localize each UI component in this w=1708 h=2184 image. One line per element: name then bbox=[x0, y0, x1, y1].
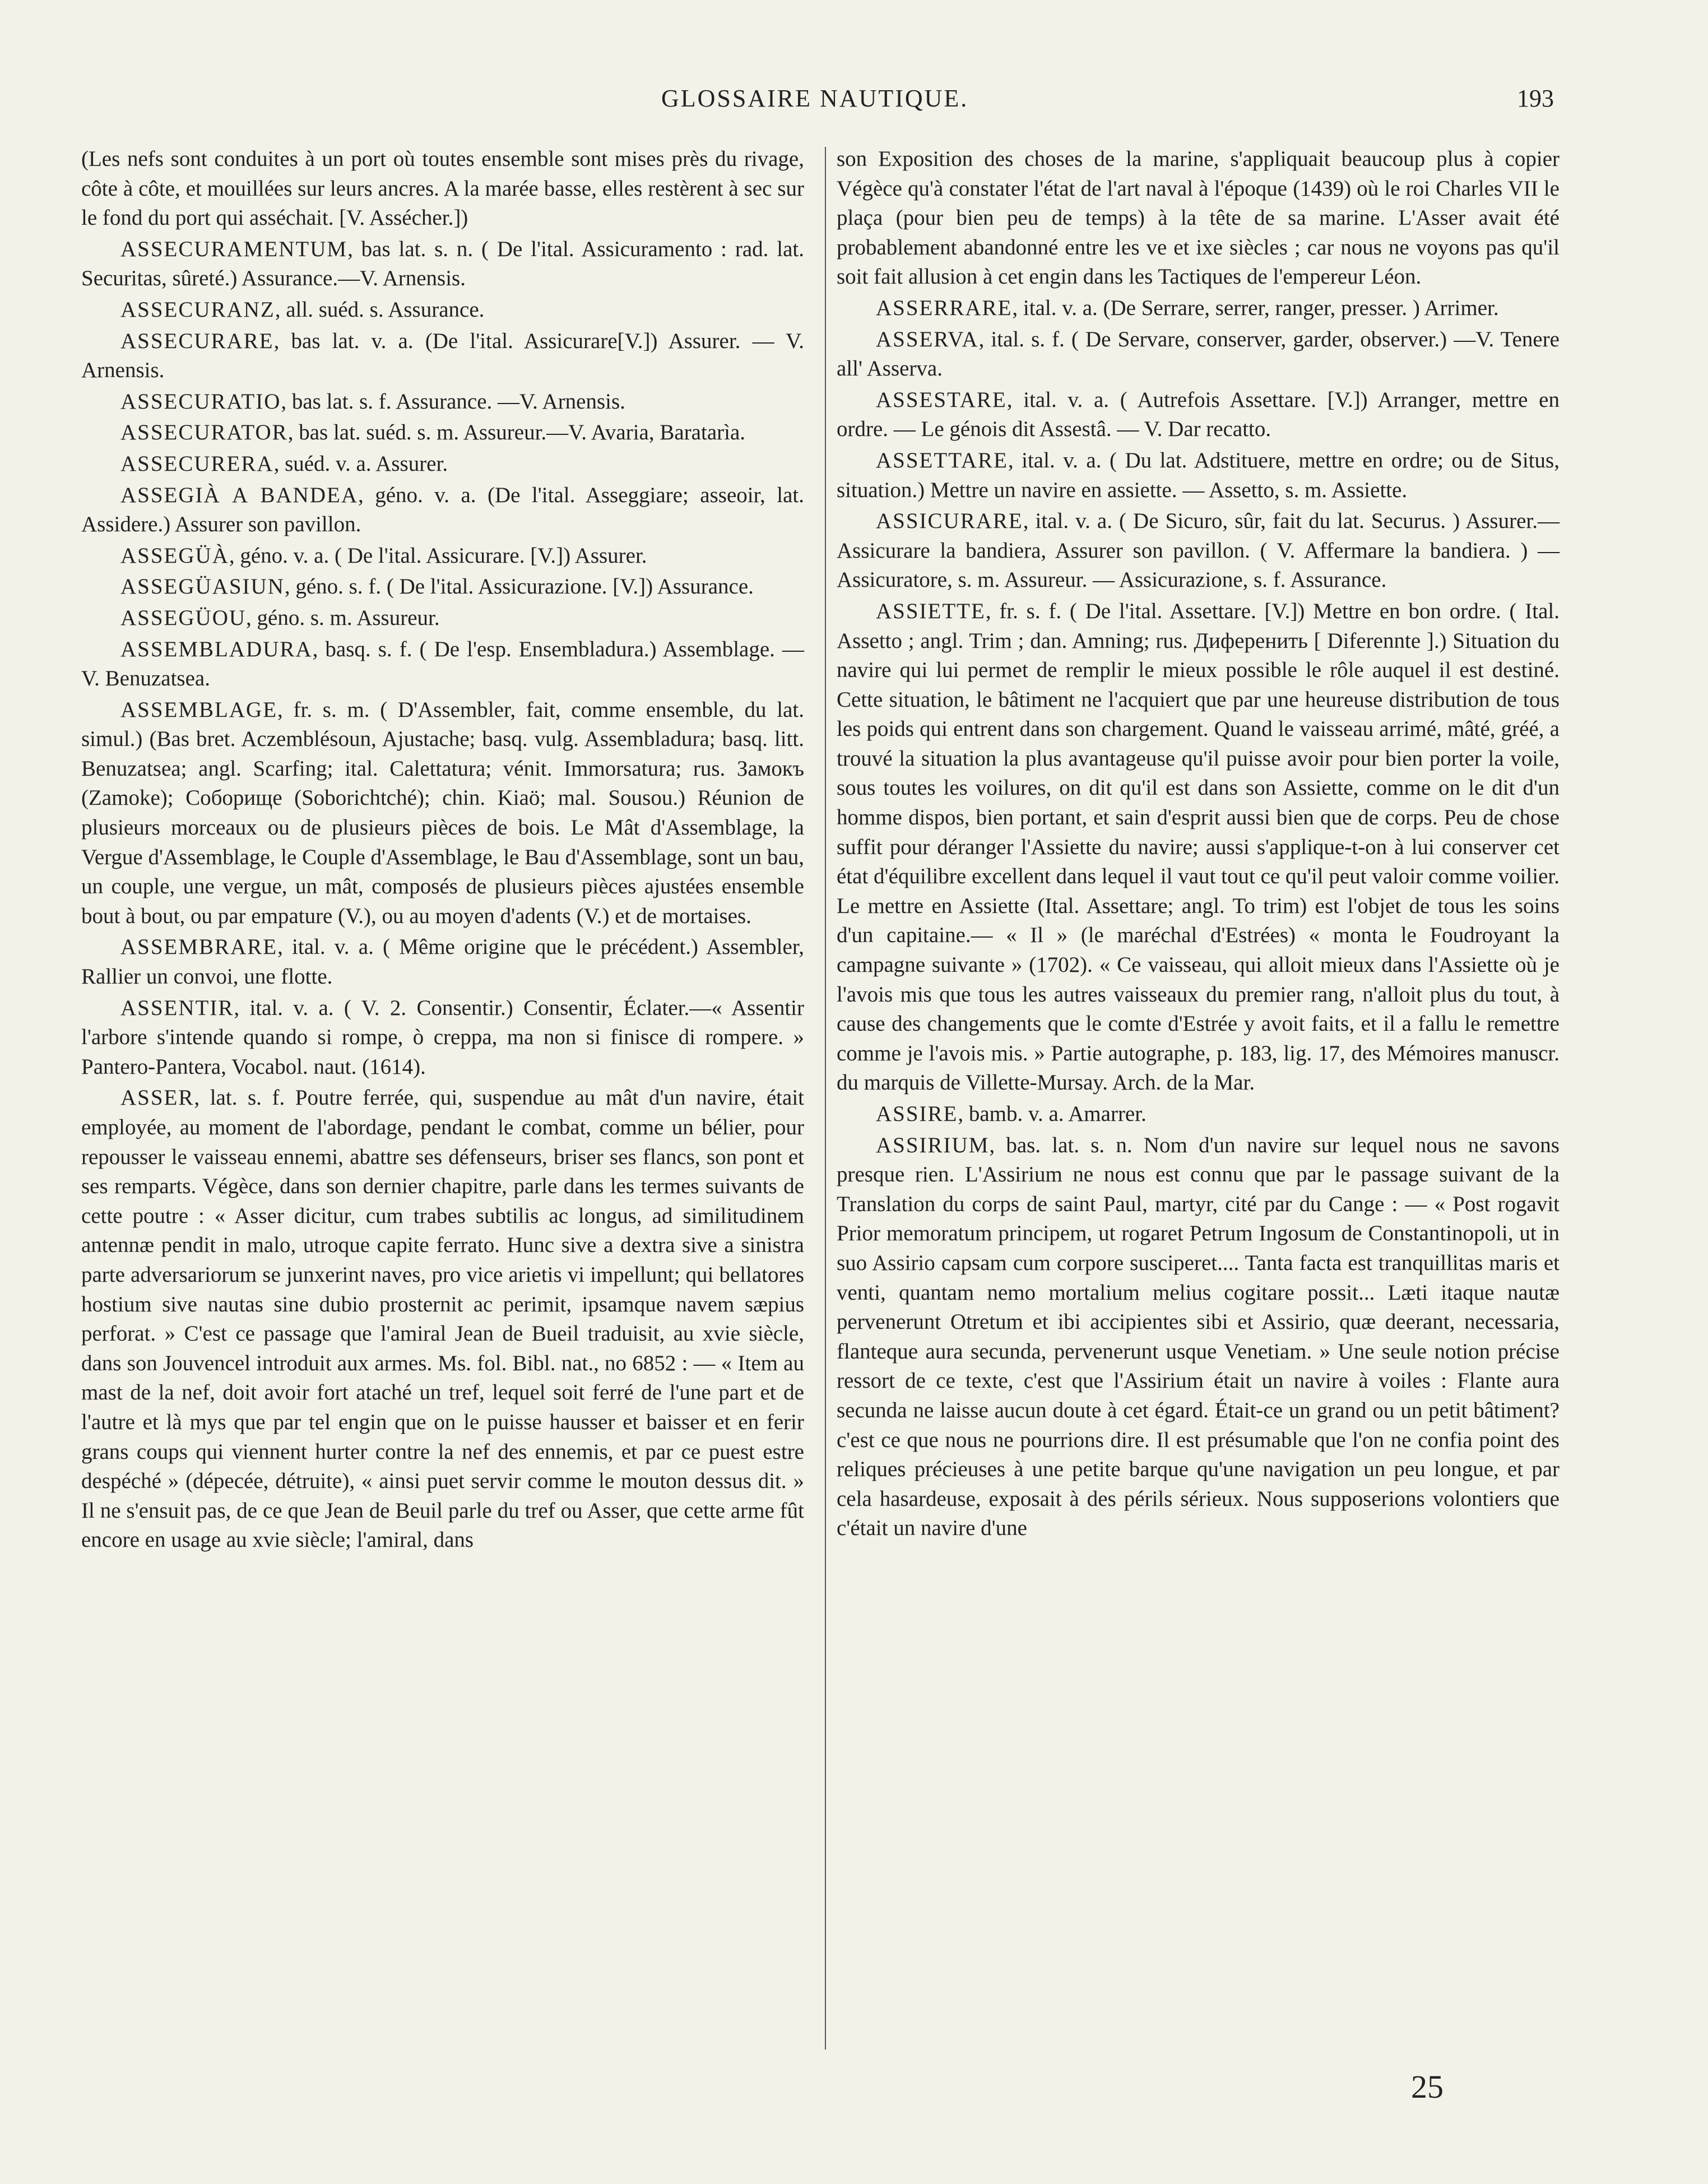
column-divider bbox=[825, 147, 826, 2049]
entry-asserva bbox=[837, 325, 1560, 384]
definition: , géno. s. m. Assureur. bbox=[246, 605, 440, 630]
entry-assecurator bbox=[81, 418, 804, 448]
entry-assirium bbox=[837, 1131, 1560, 1543]
headword: ASSESTARE bbox=[876, 387, 1007, 412]
definition: , bamb. v. a. Amarrer. bbox=[958, 1102, 1147, 1126]
headword: ASSEGÜASIUN bbox=[120, 574, 285, 599]
running-title: GLOSSAIRE NAUTIQUE. bbox=[661, 85, 969, 112]
definition: , fr. s. m. ( D'Assembler, fait, comme ensemble, du lat. simul.) (Bas bret. Aczemblésoun, Ajustache; basq. vulg. Assembladura; basq. litt. Benuzatsea; angl. Scarfing; ital. Calettatura; vénit. Immorsatura; rus. Замокъ (Zamoke); Соборище (Soborichtché); chin. Kiaö; mal. Sousou.) Réunion de plusieurs morceaux ou de plusieurs pièces de bois. Le Mât d'Assemblage, la Vergue d'Assemblage, le Couple d'Assemblage, le Bau d'Assemblage, sont un bau, un couple, une vergue, un mât, composés de plusieurs pièces ajustées ensemble bout à bout, ou par empature (V.), ou au moyen d'adents (V.) et de mortaises. bbox=[81, 697, 804, 928]
entry-assecurera bbox=[81, 449, 804, 479]
right-column bbox=[837, 145, 1560, 1545]
headword: ASSETTARE bbox=[876, 448, 1008, 472]
headword: ASSICURARE bbox=[876, 509, 1023, 534]
headword: ASSEMBLADURA bbox=[120, 637, 313, 661]
entry-assettare bbox=[837, 446, 1560, 505]
headword: ASSEGÜOU bbox=[120, 605, 247, 630]
definition: , ital. s. f. ( De Servare, conserver, garder, observer.) —V. Tenere all' Asserva. bbox=[837, 327, 1560, 381]
definition: , géno. v. a. ( De l'ital. Assicurare. [V.]) Assurer. bbox=[229, 543, 647, 568]
headword: ASSIETTE bbox=[876, 599, 986, 623]
definition: , ital. v. a. ( Même origine que le précédent.) Assembler, Rallier un convoi, une flotte. bbox=[81, 935, 804, 989]
definition: , suéd. v. a. Assurer. bbox=[273, 451, 448, 476]
headword: ASSEMBLAGE bbox=[120, 697, 278, 722]
entry-asserrare bbox=[837, 294, 1560, 323]
entry-assemblage bbox=[81, 695, 804, 931]
headword: ASSERVA bbox=[876, 327, 979, 351]
headword: ASSER bbox=[120, 1086, 194, 1110]
definition: , bas. lat. s. n. Nom d'un navire sur lequel nous ne savons presque rien. L'Assirium ne nous est connu que par le passage suivant de la Translation du corps de saint Paul, martyr, cité par du Cange : — « Post rogavit Prior memoratum principem, ut rogaret Petrum Ingosum de Constantinopoli, ut in suo Assirio capsam cum corpore susciperet.... Tanta facta est tranquillitas maris et venti, quantam nemo mortalium melius cogitare possit... Læti itaque nautæ pervenerunt Otretum et ibi accipientes sibi et Assirio, quæ deerant, necessaria, flanteque aura secunda, pervenerunt usque Venetiam. » Une seule notion précise ressort de ce texte, c'est que l'Assirium était un navire à voiles : Flante aura secunda ne laisse aucun doute à cet égard. Était-ce un grand ou un petit bâtiment? c'est ce que nous ne pourrions dire. Il est présumable que l'on ne confia point des reliques précieuses à une petite barque qu'une navigation un peu longue, et par cela hasardeuse, exposait à des périls sérieux. Nous supposerions volontiers que c'était un navire d'une bbox=[837, 1133, 1560, 1541]
headword: ASSECURERA bbox=[120, 451, 274, 476]
headword: ASSEGIÀ A BANDEA bbox=[120, 483, 358, 507]
entry-continuation: (Les nefs sont conduites à un port où toutes ensemble sont mises près du rivage, côte à côte, et mouillées sur leurs ancres. A la marée basse, elles restèrent à sec sur le fond du port qui asséchait. [V. Assécher.]) bbox=[81, 147, 804, 230]
entry-assentir bbox=[81, 994, 804, 1082]
headword: ASSIRE bbox=[876, 1102, 958, 1126]
definition: , ital. v. a. ( De Sicuro, sûr, fait du lat. Securus. ) Assurer.— Assicurare la bandiera, Assurer son pavillon. ( V. Affermare la bandiera. ) — Assicuratore, s. m. Assureur. — Assicurazione, s. f. Assurance. bbox=[837, 509, 1560, 592]
headword: ASSECURATIO bbox=[120, 389, 281, 414]
definition: , bas lat. suéd. s. m. Assureur.—V. Avaria, Baratarìa. bbox=[287, 420, 746, 445]
headword: ASSIRIUM bbox=[876, 1133, 990, 1157]
entry-assecurare bbox=[81, 327, 804, 386]
signature-mark: 25 bbox=[1411, 2069, 1444, 2105]
definition: , ital. v. a. ( V. 2. Consentir.) Consentir, Éclater.—« Assentir l'arbore s'intende quando si rompe, ò creppa, ma non si finisce di rompere. » Pantero-Pantera, Vocabol. naut. (1614). bbox=[81, 995, 804, 1079]
entry-asseguasiun bbox=[81, 572, 804, 602]
entry-assegua bbox=[81, 541, 804, 571]
definition: , ital. v. a. ( Du lat. Adstituere, mettre en ordre; ou de Situs, situation.) Mettre un navire en assiette. — Assetto, s. m. Assiette. bbox=[837, 448, 1560, 502]
definition: , ital. v. a. ( Autrefois Assettare. [V.]) Arranger, mettre en ordre. — Le génois dit Assestâ. — V. Dar recatto. bbox=[837, 387, 1560, 442]
definition: , fr. s. f. ( De l'ital. Assettare. [V.]) Mettre en bon ordre. ( Ital. Assetto ; angl. Trim ; dan. Amning; rus. Диференить [ Diferennte ].) Situation du navire qui lui permet de remplir le mieux possible le rôle auquel il est destiné. Cette situation, le bâtiment ne l'acquiert que par une heureuse distribution de tous les poids qui entrent dans son chargement. Quand le vaisseau arrimé, mâté, gréé, a trouvé la situation la plus avantageuse qu'il puisse avoir pour bien porter la voile, sous toutes les voilures, on dit qu'il est dans son Assiette, comme on le dit d'un homme dispos, bien portant, et sain d'esprit aussi bien que de corps. Peu de chose suffit pour déranger l'Assiette du navire; aussi s'applique-t-on à lui conserver cet état d'équilibre excellent dans lequel il vaut tout ce qu'il peut valoir comme voilier. Le mettre en Assiette (Ital. Assettare; angl. To trim) est l'objet de tous les soins d'un capitaine.— « Il » (le maréchal d'Estrées) « monta le Foudroyant la campagne suivante » (1702). « Ce vaisseau, qui alloit mieux dans l'Assiette où je l'avois mis que tous les autres vaisseaux du premier rang, n'alloit plus du tout, à cause des changements que le comte d'Estrée y avoit faits, et il a fallu le remettre comme je l'avois mis. » Partie autographe, p. 183, lig. 17, des Mémoires manuscr. du marquis de Villette-Mursay. Arch. de la Mar. bbox=[837, 599, 1560, 1095]
entry-assembrare bbox=[81, 933, 804, 991]
headword: ASSEMBRARE bbox=[120, 935, 278, 959]
headword: ASSECURAMENTUM bbox=[120, 237, 348, 261]
definition: , bas lat. s. f. Assurance. —V. Arnensis. bbox=[281, 389, 625, 414]
headword: ASSECURARE bbox=[120, 328, 274, 353]
definition: , lat. s. f. Poutre ferrée, qui, suspendue au mât d'un navire, était employée, au moment de l'abordage, pendant le combat, comme un bélier, pour repousser le vaisseau ennemi, abattre ses défenseurs, briser ses flancs, son pont et ses remparts. Végèce, dans son dernier chapitre, parle dans les termes suivants de cette poutre : « Asser dicitur, cum trabes subtilis ac longus, ad similitudinem antennæ pendit in malo, utroque capite ferrato. Hunc sive a dextra sive a sinistra parte adversariorum se junxerint naves, pro vice arietis vi impellunt; qui bellatores hostium sive nautas sine dubio prosternit ac perimit, ipsamque navem sæpius perforat. » C'est ce passage que l'amiral Jean de Bueil traduisit, au xvie siècle, dans son Jouvencel introduit aux armes. Ms. fol. Bibl. nat., no 6852 : — « Item au mast de la nef, doit avoir fort ataché un tref, lequel soit ferré de l'une part et de l'autre et là mys que par tel engin que on le puisse hausser et baisser et en ferir grans coups qui viennent hurter contre la nef des ennemis, et par ce puest estre despéché » (dépecée, détruite), « ainsi puet servir comme le mouton dessus dit. » Il ne s'ensuit pas, de ce que Jean de Beuil parle du tref ou Asser, que cette arme fût encore en usage au xvie siècle; l'amiral, dans bbox=[81, 1086, 804, 1552]
definition: , bas lat. v. a. (De l'ital. Assicurare[V.]) Assurer. — V. Arnensis. bbox=[81, 328, 804, 383]
entry-asser bbox=[81, 1083, 804, 1555]
left-column bbox=[81, 145, 804, 1557]
entry-assembladura bbox=[81, 635, 804, 694]
definition: , géno. v. a. (De l'ital. Asseggiare; asseoir, lat. Assidere.) Assurer son pavillon. bbox=[81, 483, 804, 537]
entry-assegia-a-bandea bbox=[81, 481, 804, 540]
entry-assecuramentum bbox=[81, 235, 804, 294]
headword: ASSERRARE bbox=[876, 295, 1013, 320]
definition: , ital. v. a. (De Serrare, serrer, ranger, presser. ) Arrimer. bbox=[1012, 295, 1499, 320]
page-number: 193 bbox=[1517, 85, 1554, 112]
entry-assire bbox=[837, 1100, 1560, 1129]
entry-asseguou bbox=[81, 604, 804, 633]
entry-continuation: son Exposition des choses de la marine, s'appliquait beaucoup plus à copier Végèce qu'à constater l'état de l'art naval à l'époque (1439) où le roi Charles VII le plaça (pour bien peu de temps) à la tête de sa marine. L'Asser avait été probablement abandonné entre les ve et ixe siècles ; car nous ne voyons pas qu'il soit fait allusion à cet engin dans les Tactiques de l'empereur Léon. bbox=[837, 147, 1560, 289]
entry-assecuratio bbox=[81, 387, 804, 417]
headword: ASSEGÜÀ bbox=[120, 543, 229, 568]
definition: , all. suéd. s. Assurance. bbox=[275, 297, 485, 322]
entry-assestare bbox=[837, 386, 1560, 444]
entry-assiette bbox=[837, 597, 1560, 1098]
entry-assicurare bbox=[837, 507, 1560, 595]
definition: , géno. s. f. ( De l'ital. Assicurazione. [V.]) Assurance. bbox=[284, 574, 754, 599]
headword: ASSECURANZ bbox=[120, 297, 275, 322]
definition: , basq. s. f. ( De l'esp. Ensembladura.) Assemblage. — V. Benuzatsea. bbox=[81, 637, 804, 691]
definition: , bas lat. s. n. ( De l'ital. Assicuramento : rad. lat. Securitas, sûreté.) Assurance.—V. Arnensis. bbox=[81, 237, 804, 291]
headword: ASSENTIR bbox=[120, 995, 234, 1020]
headword: ASSECURATOR bbox=[120, 420, 288, 445]
entry-assecuranz bbox=[81, 295, 804, 325]
